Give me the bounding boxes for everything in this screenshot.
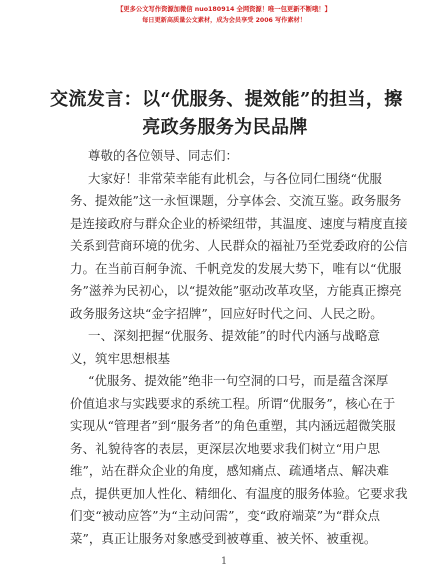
promo-banner-line-2: 每日更新高质量公文素材，成为会员享受 2006 写作素材！ [142,17,306,24]
paragraph-line: 大家好！非常荣幸能有此机会，与各位同仁围绕“优服 [88,170,382,186]
paragraph-line: 关系到营商环境的优劣、人民群众的福祉乃至党委政府的公信 [70,238,408,253]
document-title-line-1: 交流发言：以“优服务、提效能”的担当，擦 [50,89,403,110]
paragraph-line: 是连接政府与群众企业的桥梁纽带，其温度、速度与精度直接 [70,215,408,231]
section-heading-line: 一、深刻把握“优服务、提效能”的时代内涵与战略意 [88,328,380,343]
salutation: 尊敬的各位领导、同志们： [88,148,239,163]
paragraph-line: 务、礼貌待客的表层，更深层次地要求我们树立“用户思 [70,440,380,456]
paragraph-line: 务”滋养为民初心，以“提效能”驱动改革攻坚，方能真正擦亮 [70,283,402,298]
paragraph-line: 们变“被动应答”为“主动问需”，变“政府端菜”为“群众点 [70,508,380,523]
paragraph-line: 维”，站在群众企业的角度，感知痛点、疏通堵点、解决难 [70,463,389,478]
page-number: 1 [220,556,228,567]
document-title-line-2: 亮政务服务为民品牌 [142,117,308,138]
paragraph-line: 菜”，真正让服务对象感受到被尊重、被关怀、被重视。 [70,530,377,546]
paragraph-line: 价值追求与实践要求的系统工程。所谓“优服务”，核心在于 [70,395,396,411]
paragraph-line: 实现从“管理者”到“服务者”的角色重塑，其内涵远超微笑服 [70,418,396,433]
paragraph-line: 政务服务这块“金字招牌”，回应好时代之问、人民之盼。 [70,305,383,321]
promo-banner-line-1: 【更多公文写作资源加微信 nuo180914 全网资源！唯一包更新不断哦！】 [117,6,331,13]
paragraph-line: 点，提供更加人性化、精细化、有温度的服务体验。它要求我 [70,485,408,501]
section-heading-line: 义，筑牢思想根基 [70,350,171,366]
paragraph-line: 力。在当前百舸争流、千帆竞发的发展大势下，唯有以“优服 [70,260,402,276]
paragraph-line: 务、提效能”这一永恒课题，分享体会、交流互鉴。政务服务 [70,193,402,208]
paragraph-line: “优服务、提效能”绝非一句空洞的口号，而是蕴含深厚 [88,373,389,388]
